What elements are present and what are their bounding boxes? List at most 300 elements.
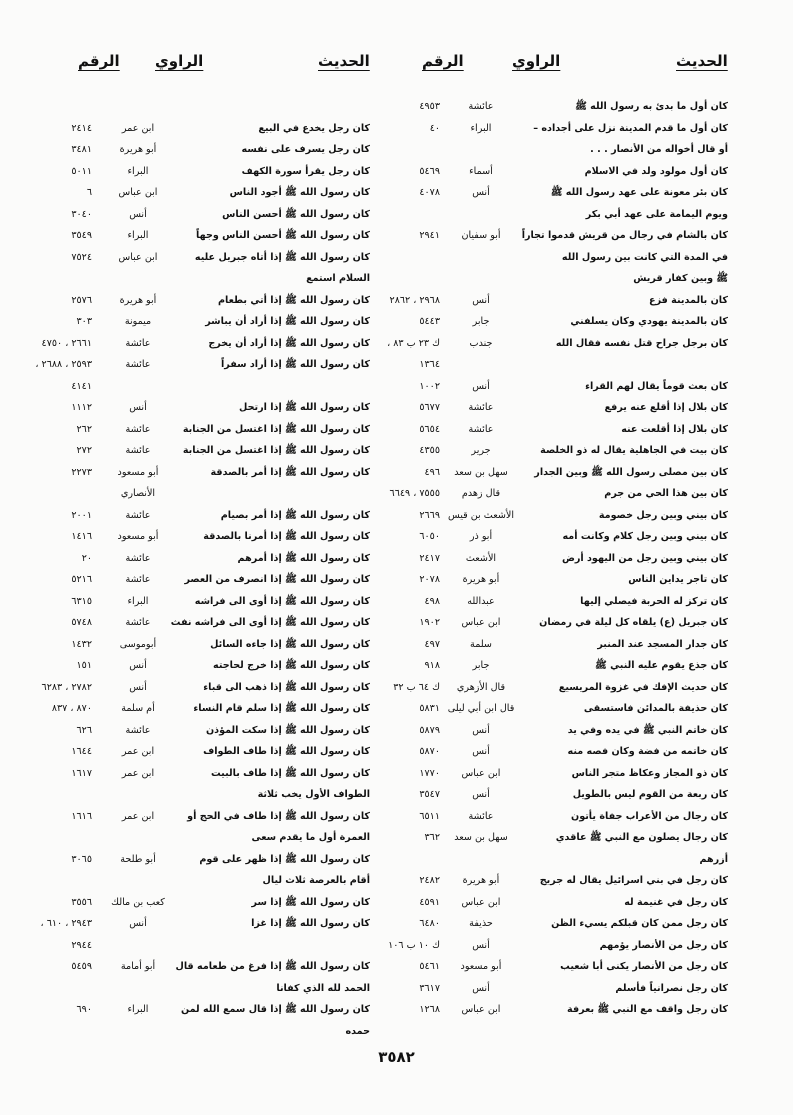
hadith-number: ٧٥٢٤ — [71, 251, 92, 263]
hadith-text: أو قال أخواله من الأنصار . . . — [590, 144, 728, 155]
hadith-text: كان رسول الله ﷺ إذا أوى الى فراشه — [194, 595, 370, 607]
index-row — [402, 913, 728, 935]
hadith-number: ٢٩٤١ — [419, 230, 440, 241]
narrator-name: عائشة — [125, 552, 151, 564]
narrator-name: أبو مسعود — [117, 466, 159, 478]
index-row — [30, 870, 370, 892]
hadith-text: كان رسول الله ﷺ إذا أمر بصيام — [220, 509, 370, 521]
hadith-text: أزرهم — [699, 853, 728, 865]
index-row — [402, 440, 728, 462]
narrator-name: ابن عمر — [121, 767, 155, 779]
hadith-number: ٤٣٥٥ — [419, 445, 440, 456]
index-row — [30, 548, 370, 570]
narrator-name: قال الأزهري — [456, 681, 506, 693]
narrator-name: قال ابن أبي ليلى — [447, 703, 515, 714]
hadith-text: كان بلال إذا أقلعت عنه — [621, 423, 728, 435]
index-row — [30, 935, 370, 957]
narrator-name: أنس — [472, 789, 490, 800]
hadith-number: ٤٩٨ — [424, 595, 440, 607]
hadith-text: كان أول مولود ولد في الاسلام — [584, 165, 728, 177]
hadith-number: ٢٠ — [81, 552, 92, 564]
hadith-text: كان بين هذا الحي من جرم — [604, 488, 728, 499]
hadith-text: كان بالمدينة يهودي وكان يسلفني — [570, 316, 728, 327]
narrator-name: أبوموسى — [119, 638, 157, 650]
narrator-name: أبو مسعود — [117, 531, 159, 542]
narrator-name: جابر — [472, 316, 490, 327]
narrator-name: جرير — [471, 445, 491, 456]
hadith-number: ٤١٤١ — [71, 380, 92, 392]
narrator-name: قال زهدم — [461, 488, 501, 499]
index-row — [30, 462, 370, 484]
narrator-name: ميمونة — [124, 316, 152, 327]
hadith-text: كان رسول الله ﷺ إذا طاف الطواف — [203, 746, 370, 757]
hadith-text: كان بالمدينة فزع — [649, 294, 728, 306]
narrator-name: أنس — [129, 660, 147, 671]
hadith-number: ١٩٠٢ — [419, 617, 440, 628]
hadith-text: كان بلال إذا أقلع عنه يرفع — [604, 402, 728, 413]
hadith-number: ٨٧٠ ، ٨٣٧ — [51, 703, 92, 714]
index-row — [402, 806, 728, 828]
hadith-number: ٥٨٣١ — [419, 703, 440, 714]
index-row — [30, 376, 370, 398]
index-row — [402, 655, 728, 677]
hadith-text: كان رسول الله ﷺ إذا سلم قام النساء — [193, 703, 370, 714]
right-header-hadith: الحديث — [676, 52, 728, 70]
index-row — [30, 806, 370, 828]
narrator-name: ابن عباس — [461, 896, 501, 908]
index-row — [402, 96, 728, 118]
index-row — [30, 483, 370, 505]
narrator-name: أبو سفيان — [461, 230, 501, 241]
hadith-text: كان رسول الله ﷺ إذا أوى الى فراشه نفث — [170, 617, 370, 628]
hadith-text: كان رسول الله ﷺ إذا أمرنا بالصدقة — [203, 531, 370, 542]
index-row — [30, 440, 370, 462]
right-header-narrator: الراوي — [512, 52, 561, 70]
hadith-text: كان رسول الله ﷺ إذا طاف بالبيت — [211, 767, 370, 779]
index-row — [402, 397, 728, 419]
index-row — [30, 591, 370, 613]
hadith-text: كان بعث قوماً يقال لهم القراء — [585, 380, 728, 392]
hadith-text: كان بئر معونة على عهد رسول الله ﷺ — [550, 187, 728, 198]
index-row — [30, 204, 370, 226]
hadith-text: كان رجل في غنيمة له — [624, 896, 728, 908]
index-row — [402, 225, 728, 247]
narrator-name: أسماء — [469, 165, 493, 177]
hadith-text: كان رسول الله ﷺ إذا اغتسل من الجنابة — [182, 445, 370, 456]
index-row — [402, 634, 728, 656]
narrator-name: أنس — [129, 402, 147, 413]
hadith-text: كان رسول الله ﷺ إذا أتاه جبريل عليه — [194, 251, 370, 263]
hadith-text: كان برجل جراح قتل نفسه فقال الله — [555, 337, 728, 349]
narrator-name: عائشة — [125, 445, 151, 456]
narrator-name: أبو ذر — [469, 531, 493, 542]
index-row — [30, 892, 370, 914]
index-row — [30, 634, 370, 656]
index-row — [402, 720, 728, 742]
hadith-number: ٦٣١٥ — [71, 595, 92, 607]
hadith-text: كان رسول الله ﷺ أجود الناس — [229, 187, 370, 198]
narrator-name: أبو هريرة — [119, 144, 157, 155]
hadith-number: ك ٦٤ ب ٣٢ — [393, 681, 440, 693]
narrator-name: أنس — [472, 187, 490, 198]
hadith-text: كان رسول الله ﷺ أحسن الناس وجهاً — [196, 230, 370, 241]
hadith-text: كان رجل في بني اسرائيل يقال له جريج — [539, 875, 728, 886]
index-row — [30, 720, 370, 742]
hadith-text: كان أول ما قدم المدينة نزل على أجداده – — [533, 122, 728, 134]
narrator-name: ابن عباس — [118, 187, 158, 198]
hadith-number: ٣٥٤٩ — [71, 230, 92, 241]
narrator-name: البراء — [127, 230, 149, 241]
hadith-number: ٥٦٧٧ — [419, 402, 440, 413]
hadith-text: كان رسول الله ﷺ إذا ارتحل — [239, 402, 370, 413]
hadith-number: ٦٢٦ — [76, 724, 92, 736]
narrator-name: أنس — [129, 208, 147, 220]
hadith-text: كان جدار المسجد عند المنبر — [597, 638, 728, 650]
narrator-name: عائشة — [125, 617, 151, 628]
narrator-name: عائشة — [125, 509, 151, 521]
index-row — [402, 376, 728, 398]
hadith-number: ١٦١٧ — [71, 767, 92, 779]
narrator-name: أبو هريرة — [462, 574, 500, 585]
index-row — [402, 870, 728, 892]
hadith-text: كان بيت في الجاهلية يقال له ذو الخلصة — [540, 445, 728, 456]
hadith-number: ٣٦٢ — [424, 832, 440, 843]
index-row — [402, 849, 728, 871]
narrator-name: أبو مسعود — [460, 961, 502, 972]
narrator-name: البراء — [127, 165, 149, 177]
hadith-number: ٥٤٦٩ — [419, 165, 440, 177]
index-row — [402, 569, 728, 591]
hadith-text: كان بيني وبين رجل خصومة — [598, 509, 728, 521]
narrator-name: ابن عباس — [461, 767, 501, 779]
index-row — [389, 290, 728, 312]
index-row — [393, 677, 728, 699]
hadith-text: كان رجال من الأعراب جفاة يأتون — [571, 810, 728, 822]
hadith-number: ٥٧٤٨ — [71, 617, 92, 628]
narrator-name: أنس — [129, 918, 147, 929]
hadith-number: ٢٠٧٨ — [419, 574, 440, 585]
index-row — [30, 655, 370, 677]
hadith-text: كان خاتم النبي ﷺ في يده وفي يد — [567, 724, 728, 736]
hadith-text: الحمد لله الذي كفانا — [276, 982, 370, 994]
narrator-name: عائشة — [468, 423, 494, 435]
hadith-number: ٢٩٤٤ — [71, 939, 92, 951]
hadith-text: كان رسول الله ﷺ إذا أتي بطعام — [217, 294, 370, 306]
hadith-number: ٢٤١٤ — [71, 122, 92, 134]
index-row — [30, 139, 370, 161]
hadith-number: ٢٢٧٣ — [71, 466, 92, 478]
narrator-name: أنس — [472, 294, 490, 306]
hadith-text: كان رسول الله ﷺ إذا أمرهم — [237, 552, 370, 564]
narrator-name: أبو أمامة — [120, 961, 156, 972]
index-row — [30, 913, 370, 935]
index-row — [30, 311, 370, 333]
narrator-name: البراء — [127, 595, 149, 607]
hadith-text: كان رسول الله ﷺ أحسن الناس — [222, 208, 370, 220]
hadith-text: كان بيني وبين رجل من اليهود أرض — [561, 552, 728, 564]
narrator-name: سهل بن سعد — [454, 466, 508, 478]
hadith-number: ١٤١٦ — [71, 531, 92, 542]
narrator-name: ابن عمر — [121, 810, 155, 822]
hadith-number: ٣٥٤٧ — [419, 789, 440, 800]
index-row — [30, 505, 370, 527]
left-header-number: الرقم — [78, 52, 120, 70]
index-row — [30, 225, 370, 247]
hadith-text: العمرة أول ما يقدم سعى — [251, 832, 370, 843]
hadith-number: ٦٠٥٠ — [419, 531, 440, 542]
hadith-text: كان رسول الله ﷺ إذا أراد أن يخرج — [208, 337, 370, 349]
index-row — [30, 569, 370, 591]
hadith-text: كان رسول الله ﷺ إذا أراد سفراً — [220, 359, 370, 370]
narrator-name: سهل بن سعد — [454, 832, 508, 843]
hadith-text: كان رسول الله ﷺ إذا أمر بالصدقة — [210, 466, 370, 478]
left-header-narrator: الراوي — [155, 52, 204, 70]
hadith-text: ويوم اليمامة على عهد أبي بكر — [585, 208, 728, 220]
narrator-name: كعب بن مالك — [111, 896, 165, 908]
hadith-text: كان رسول الله ﷺ إذا سكت المؤذن — [205, 724, 370, 736]
hadith-number: ٢٦٦١ ، ٤٧٥٠ — [41, 337, 92, 349]
narrator-name: عائشة — [125, 337, 151, 349]
hadith-number: ٢٤١٧ — [419, 552, 440, 564]
hadith-number: ٢٦٢ — [76, 423, 92, 435]
narrator-name: البراء — [470, 122, 492, 134]
right-index-table — [387, 96, 728, 1021]
narrator-name: ابن عباس — [461, 617, 501, 628]
index-row — [30, 612, 370, 634]
hadith-number: ٧٥٥٥ ، ٦٦٤٩ — [389, 488, 440, 499]
hadith-number: ١١١٢ — [71, 402, 92, 413]
index-row — [402, 612, 728, 634]
narrator-name: ابن عباس — [118, 251, 158, 263]
hadith-number: ٤٩٧ — [424, 638, 440, 650]
hadith-text: كان رسول الله ﷺ إذا غزا — [251, 918, 370, 929]
hadith-number: ١٦١٦ — [71, 810, 92, 822]
narrator-name: أبو طلحة — [120, 853, 156, 865]
narrator-name: أنس — [472, 939, 490, 951]
index-row — [30, 96, 370, 118]
index-row — [402, 118, 728, 140]
index-row — [387, 333, 728, 355]
index-row — [402, 763, 728, 785]
hadith-number: ١٥١ — [76, 660, 92, 671]
hadith-number: ٣٠٦٥ — [71, 853, 92, 865]
hadith-text: كان بيني وبين رجل كلام وكانت أمه — [562, 531, 728, 542]
hadith-number: ٤٥٩١ — [419, 896, 440, 908]
index-row — [30, 999, 370, 1021]
narrator-name: حذيفة — [469, 918, 493, 929]
narrator-name: البراء — [127, 1004, 149, 1015]
hadith-text: كان تركز له الحربة فيصلي إليها — [580, 595, 728, 607]
hadith-number: ٥٤٥٩ — [71, 961, 92, 972]
hadith-number: ١٤٣٢ — [71, 638, 92, 650]
index-row — [30, 741, 370, 763]
narrator-name: أنس — [472, 982, 490, 994]
index-row — [30, 956, 370, 978]
narrator-name: أبو هريرة — [119, 294, 157, 306]
narrator-name: عبدالله — [467, 595, 495, 607]
page-number: ٣٥٨٢ — [378, 1048, 415, 1066]
hadith-text: الطواف الأول يخب ثلاثة — [257, 789, 370, 800]
index-row — [30, 698, 370, 720]
hadith-number: ٣٥٥٦ — [71, 896, 92, 908]
hadith-number: ٢٩٤٣ ، ٦١٠ ، — [40, 918, 92, 929]
hadith-number: ٢٥٩٣ ، ٢٦٨٨ ، — [35, 359, 92, 370]
index-row — [402, 698, 728, 720]
index-row — [402, 354, 728, 376]
hadith-number: ك ١٠ ب ١٠٦ — [388, 939, 440, 951]
hadith-number: ٥٢١٦ — [71, 574, 92, 585]
hadith-text: حمده — [345, 1025, 370, 1037]
hadith-number: ٥٤٤٣ — [419, 316, 440, 327]
narrator-name: أنس — [472, 724, 490, 736]
index-row — [30, 333, 370, 355]
narrator-name: أنس — [472, 380, 490, 392]
narrator-name: عائشة — [468, 101, 494, 112]
narrator-name: ابن عباس — [461, 1004, 501, 1015]
hadith-text: ﷺ وبين كفار قريش — [633, 273, 728, 284]
narrator-name: الأنصاري — [120, 488, 156, 499]
hadith-text: كان رسول الله ﷺ إذا اغتسل من الجنابة — [182, 423, 370, 435]
narrator-name: أبو هريرة — [462, 875, 500, 886]
hadith-text: كان جبريل (ع) يلقاه كل ليلة في رمضان — [539, 617, 728, 628]
hadith-text: كان رجل ممن كان قبلكم يسيء الظن — [551, 918, 728, 929]
index-row — [402, 591, 728, 613]
index-row — [402, 526, 728, 548]
hadith-text: كان رسول الله ﷺ إذا جاءه السائل — [210, 638, 370, 650]
index-row — [402, 892, 728, 914]
hadith-text: كان رسول الله ﷺ إذا ظهر على قوم — [199, 853, 370, 865]
hadith-number: ٢٦٦٩ — [419, 509, 440, 521]
index-row — [30, 978, 370, 1000]
hadith-number: ١٣٦٤ — [419, 359, 440, 370]
index-row — [402, 462, 728, 484]
index-row — [402, 505, 728, 527]
hadith-number: ٢٧٨٢ ، ٦٢٨٣ — [41, 681, 92, 693]
index-row — [30, 677, 370, 699]
index-row — [388, 935, 728, 957]
hadith-text: كان رسول الله ﷺ إذا ذهب الى قباء — [203, 681, 370, 693]
index-row — [402, 548, 728, 570]
narrator-name: سلمة — [470, 638, 492, 650]
hadith-text: كان جذع يقوم عليه النبي ﷺ — [595, 660, 728, 671]
hadith-number: ٤٠ — [429, 122, 440, 134]
hadith-text: كان رجال يصلون مع النبي ﷺ عاقدي — [555, 832, 728, 843]
narrator-name: ابن عمر — [121, 746, 155, 757]
index-row — [30, 247, 370, 269]
narrator-name: جندب — [469, 337, 493, 349]
narrator-name: أم سلمة — [121, 703, 155, 714]
hadith-number: ٣٤٨١ — [71, 144, 92, 155]
narrator-name: أنس — [472, 746, 490, 757]
hadith-number: ٥٠١١ — [71, 165, 92, 177]
hadith-text: كان رسول الله ﷺ إذا طاف في الحج أو — [187, 810, 370, 822]
hadith-text: كان رسول الله ﷺ إذا أراد أن يباشر — [205, 316, 370, 327]
hadith-number: ٤٠٧٨ — [419, 187, 440, 198]
index-row — [30, 118, 370, 140]
index-row — [402, 311, 728, 333]
hadith-text: السلام استمع — [306, 273, 370, 284]
narrator-name: الأشعث — [465, 552, 497, 564]
hadith-text: كان ربعة من القوم ليس بالطويل — [572, 789, 728, 800]
hadith-number: ٣٠٣ — [76, 316, 92, 327]
index-row — [30, 268, 370, 290]
index-row — [30, 397, 370, 419]
hadith-text: كان رجل واقف مع النبي ﷺ بعرفة — [567, 1004, 728, 1015]
left-header-hadith: الحديث — [318, 52, 370, 70]
right-header-number: الرقم — [422, 52, 464, 70]
hadith-text: كان رسول الله ﷺ إذا انصرف من العصر — [184, 574, 370, 585]
index-row — [30, 784, 370, 806]
hadith-text: أقام بالعرصة ثلاث ليال — [262, 875, 370, 886]
index-row — [30, 849, 370, 871]
index-row — [402, 247, 728, 269]
hadith-text: في المدة التي كانت بين رسول الله — [561, 251, 728, 263]
hadith-number: ٢٧٢ — [76, 445, 92, 456]
hadith-text: كان رجل يخدع في البيع — [258, 122, 370, 134]
index-row — [30, 354, 370, 376]
hadith-number: ٦ — [86, 187, 92, 198]
hadith-number: ٢٩٦٨ ، ٢٨٦٢ — [389, 294, 440, 306]
index-row — [30, 827, 370, 849]
narrator-name: عائشة — [125, 423, 151, 435]
index-row — [402, 741, 728, 763]
hadith-text: كان رجل من الأنصار يؤمهم — [599, 939, 728, 951]
narrator-name: عائشة — [125, 359, 151, 370]
index-row — [402, 956, 728, 978]
hadith-text: كان حذيفة بالمدائن فاستسقى — [583, 703, 728, 714]
narrator-name: أنس — [129, 681, 147, 693]
hadith-number: ك ٢٣ ب ٨٣ ، — [387, 337, 440, 349]
hadith-text: كان رسول الله ﷺ إذا سر — [251, 896, 370, 908]
narrator-name: جابر — [472, 660, 490, 671]
hadith-text: كان رجل من الأنصار يكنى أبا شعيب — [560, 961, 728, 972]
hadith-text: كان ذو المجاز وعكاظ متجر الناس — [571, 767, 728, 779]
hadith-text: كان تاجر يداين الناس — [628, 574, 728, 585]
hadith-number: ١٦٤٤ — [71, 746, 92, 757]
index-row — [402, 419, 728, 441]
narrator-name: عائشة — [125, 724, 151, 736]
hadith-text: كان رسول الله ﷺ إذا خرج لحاجته — [213, 660, 370, 671]
index-row — [402, 827, 728, 849]
hadith-text: كان بين مصلى رسول الله ﷺ وبين الجدار — [534, 466, 728, 478]
index-row — [30, 526, 370, 548]
index-row — [30, 763, 370, 785]
index-row — [402, 139, 728, 161]
hadith-text: كان رسول الله ﷺ إذا فرغ من طعامه قال — [175, 961, 370, 972]
hadith-text: كان رجل يقرأ سورة الكهف — [241, 165, 370, 177]
index-row — [402, 182, 728, 204]
hadith-number: ٦٤٨٠ — [419, 918, 440, 929]
narrator-name: الأشعث بن قيس — [447, 509, 514, 521]
hadith-number: ١٢٦٨ — [419, 1004, 440, 1015]
index-row — [402, 978, 728, 1000]
index-row — [402, 784, 728, 806]
hadith-text: كان خاتمه من فضة وكان فصه منه — [567, 746, 728, 757]
hadith-number: ٥٨٧٩ — [419, 724, 440, 736]
left-index-table — [30, 96, 370, 1042]
hadith-number: ٦٥١١ — [419, 810, 440, 822]
hadith-text: كان رجل يسرف على نفسه — [241, 144, 370, 155]
hadith-number: ٥٦٥٤ — [419, 423, 440, 435]
hadith-text: كان حديث الإفك في غزوة المريسيع — [558, 681, 728, 693]
hadith-text: كان بالشام في رجال من قريش قدموا تجاراً — [521, 230, 728, 241]
index-row — [402, 204, 728, 226]
index-row — [30, 182, 370, 204]
index-row — [30, 419, 370, 441]
index-row — [30, 290, 370, 312]
hadith-number: ٣٦١٧ — [419, 982, 440, 994]
hadith-number: ١٧٧٠ — [419, 767, 440, 779]
